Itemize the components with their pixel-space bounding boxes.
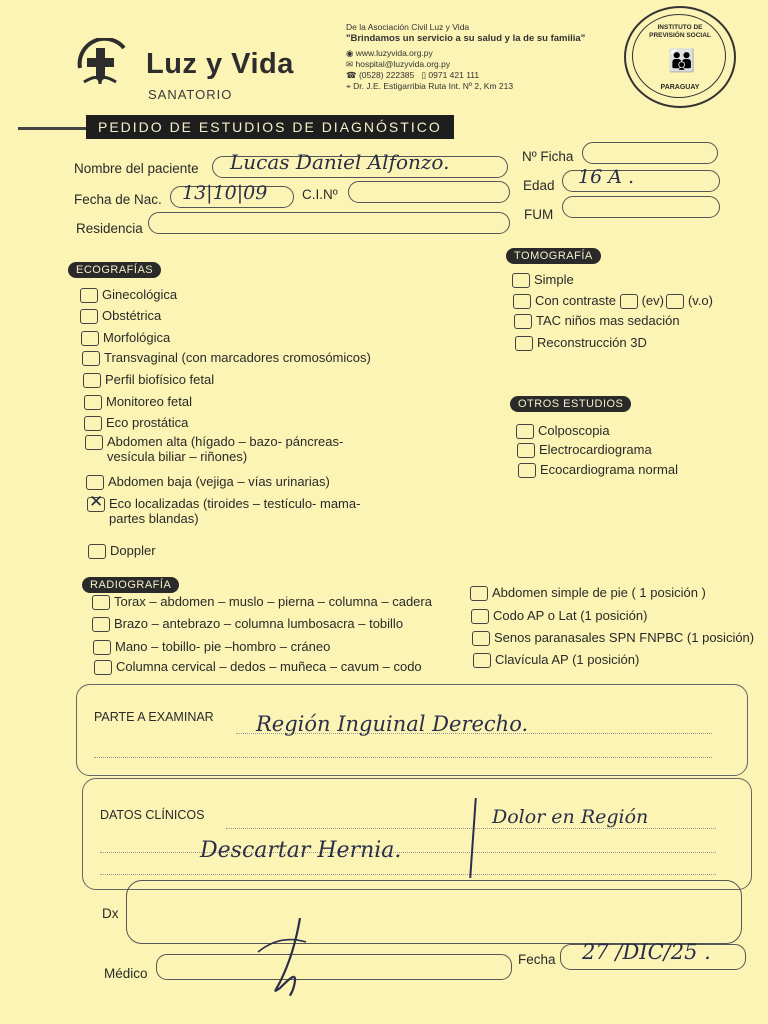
location-icon: ⌖ xyxy=(346,81,354,91)
otros-estudios-section-title: OTROS ESTUDIOS xyxy=(510,396,631,412)
fecha-label: Fecha xyxy=(518,952,556,967)
rx-option-columna-cervical[interactable]: Columna cervical – dedos – muñeca – cavum – codo xyxy=(94,659,422,675)
eco-option-localizadas[interactable]: ✕ Eco localizadas (tiroides – testículo- mama- partes blandas) xyxy=(87,496,360,526)
ci-label: C.I.Nº xyxy=(302,187,338,202)
rx-option-torax[interactable]: Torax – abdomen – muslo – pierna – columna – cadera xyxy=(92,594,432,610)
datos-clinicos-value-left: Descartar Hernia. xyxy=(200,838,402,863)
header-contact-block xyxy=(346,22,606,92)
residence-field[interactable] xyxy=(148,212,510,234)
otros-option-colposcopia[interactable]: Colposcopia xyxy=(516,423,610,439)
tomo-option-reconstruccion[interactable]: Reconstrucción 3D xyxy=(515,335,647,351)
globe-icon: ◉ xyxy=(346,48,356,58)
seal-top-text: INSTITUTO DE PREVISIÓN SOCIAL xyxy=(649,24,711,39)
rx-option-abdomen-simple[interactable]: Abdomen simple de pie ( 1 posición ) xyxy=(470,585,706,601)
checkbox-ev[interactable] xyxy=(620,294,638,309)
clinicos-line-3 xyxy=(100,874,716,875)
ficha-label: Nº Ficha xyxy=(522,149,574,164)
tomo-option-contraste[interactable]: Con contraste (ev) (v.o) xyxy=(513,293,713,309)
form-title: PEDIDO DE ESTUDIOS DE DIAGNÓSTICO xyxy=(86,115,454,139)
ficha-field[interactable] xyxy=(582,142,718,164)
email-text: hospital@luzyvida.org.py xyxy=(355,59,451,69)
eco-option-ginecologica[interactable]: Ginecológica xyxy=(80,287,177,303)
birth-date-value: 13|10|09 xyxy=(182,182,268,204)
sanatorio-logo-icon xyxy=(74,38,136,90)
checkbox[interactable] xyxy=(515,336,533,351)
checkbox[interactable] xyxy=(84,416,102,431)
birth-date-label: Fecha de Nac. xyxy=(74,192,162,207)
phone-icon: ☎ xyxy=(346,70,359,80)
slogan-line: "Brindamos un servicio a su salud y la de su familia" xyxy=(346,33,586,44)
otros-option-ecocardiograma[interactable]: Ecocardiograma normal xyxy=(518,462,678,478)
checkbox[interactable] xyxy=(82,351,100,366)
phone-text-1: (0528) 222385 xyxy=(358,70,415,80)
doctor-signature xyxy=(250,912,330,1002)
fum-field[interactable] xyxy=(562,196,720,218)
website-text: www.luzyvida.org.py xyxy=(355,48,433,58)
ecografias-section-title: ECOGRAFÍAS xyxy=(68,262,161,278)
eco-option-doppler[interactable]: Doppler xyxy=(88,543,156,559)
checkbox[interactable] xyxy=(93,640,111,655)
tomografia-section-title: TOMOGRAFÍA xyxy=(506,248,601,264)
patient-name-value: Lucas Daniel Alfonzo. xyxy=(230,150,450,174)
sanatorio-subtitle: SANATORIO xyxy=(148,87,233,102)
checkbox[interactable] xyxy=(80,288,98,303)
eco-option-monitoreo-fetal[interactable]: Monitoreo fetal xyxy=(84,394,192,410)
address-text: Dr. J.E. Estigarribia Ruta Int. Nº 2, Km 213 xyxy=(353,81,514,91)
medico-label: Médico xyxy=(104,966,148,981)
ci-field[interactable] xyxy=(348,181,510,203)
ips-seal-stamp xyxy=(624,6,736,108)
dx-label: Dx xyxy=(102,906,119,921)
association-line: De la Asociación Civil Luz y Vida xyxy=(346,22,470,32)
mobile-icon: ▯ xyxy=(421,70,429,80)
rx-option-senos-paranasales[interactable]: Senos paranasales SPN FNPBC (1 posición) xyxy=(472,630,754,646)
checkbox[interactable] xyxy=(514,314,532,329)
fecha-value: 27 /DIC/25 . xyxy=(582,940,711,964)
checkbox[interactable] xyxy=(80,309,98,324)
rx-option-mano[interactable]: Mano – tobillo- pie –hombro – cráneo xyxy=(93,639,330,655)
fum-label: FUM xyxy=(524,207,554,222)
checkbox[interactable] xyxy=(84,395,102,410)
sanatorio-name: Luz y Vida xyxy=(146,48,294,80)
checkbox[interactable] xyxy=(83,373,101,388)
email-icon: ✉ xyxy=(346,59,356,69)
eco-option-perfil-biofisico[interactable]: Perfil biofísico fetal xyxy=(83,372,214,388)
seal-bottom-text: PARAGUAY xyxy=(660,84,700,91)
tomo-option-tac-ninos[interactable]: TAC niños mas sedación xyxy=(514,313,680,329)
dx-field[interactable] xyxy=(126,880,742,944)
checkbox-checked[interactable] xyxy=(87,497,105,512)
parte-examinar-value: Región Inguinal Derecho. xyxy=(256,712,529,736)
checkbox[interactable] xyxy=(516,424,534,439)
family-figure-icon: 👪 xyxy=(668,48,696,73)
parte-examinar-label: PARTE A EXAMINAR xyxy=(94,710,214,724)
clinicos-line-1 xyxy=(226,828,716,829)
eco-option-abdomen-alta[interactable]: Abdomen alta (hígado – bazo- páncreas- vesícula biliar – riñones) xyxy=(85,434,343,464)
checkbox[interactable] xyxy=(513,294,531,309)
rx-option-clavicula[interactable]: Clavícula AP (1 posición) xyxy=(473,652,639,668)
checkbox[interactable] xyxy=(512,273,530,288)
eco-option-abdomen-baja[interactable]: Abdomen baja (vejiga – vías urinarias) xyxy=(86,474,330,490)
checkbox[interactable] xyxy=(473,653,491,668)
checkbox[interactable] xyxy=(470,586,488,601)
checkbox[interactable] xyxy=(92,595,110,610)
datos-clinicos-value-right: Dolor en Región xyxy=(492,806,649,828)
checkbox[interactable] xyxy=(472,631,490,646)
patient-name-label: Nombre del paciente xyxy=(74,161,199,176)
checkbox[interactable] xyxy=(518,463,536,478)
checkbox[interactable] xyxy=(88,544,106,559)
checkbox[interactable] xyxy=(85,435,103,450)
age-label: Edad xyxy=(523,178,555,193)
checkbox[interactable] xyxy=(86,475,104,490)
eco-option-morfologica[interactable]: Morfológica xyxy=(81,330,170,346)
radiografia-section-title: RADIOGRAFÍA xyxy=(82,577,179,593)
medico-field[interactable] xyxy=(156,954,512,980)
checkbox[interactable] xyxy=(92,617,110,632)
clinicos-line-2 xyxy=(100,852,716,853)
checkbox-vo[interactable] xyxy=(666,294,684,309)
eco-option-transvaginal[interactable]: Transvaginal (con marcadores cromosómicos) xyxy=(82,350,371,366)
phone-text-2: 0971 421 111 xyxy=(428,70,480,80)
eco-option-prostatica[interactable]: Eco prostática xyxy=(84,415,188,431)
residence-label: Residencia xyxy=(76,221,143,236)
datos-clinicos-label: DATOS CLÍNICOS xyxy=(100,808,205,822)
otros-option-electrocardiograma[interactable]: Electrocardiograma xyxy=(517,442,652,458)
parte-line-2 xyxy=(94,757,712,758)
checkbox[interactable] xyxy=(517,443,535,458)
tomo-option-simple[interactable]: Simple xyxy=(512,272,574,288)
age-value: 16 A . xyxy=(578,166,635,188)
checkbox[interactable] xyxy=(94,660,112,675)
rx-option-brazo[interactable]: Brazo – antebrazo – columna lumbosacra – tobillo xyxy=(92,616,403,632)
checkbox[interactable] xyxy=(471,609,489,624)
rx-option-codo[interactable]: Codo AP o Lat (1 posición) xyxy=(471,608,647,624)
checkbox[interactable] xyxy=(81,331,99,346)
eco-option-obstetrica[interactable]: Obstétrica xyxy=(80,308,161,324)
